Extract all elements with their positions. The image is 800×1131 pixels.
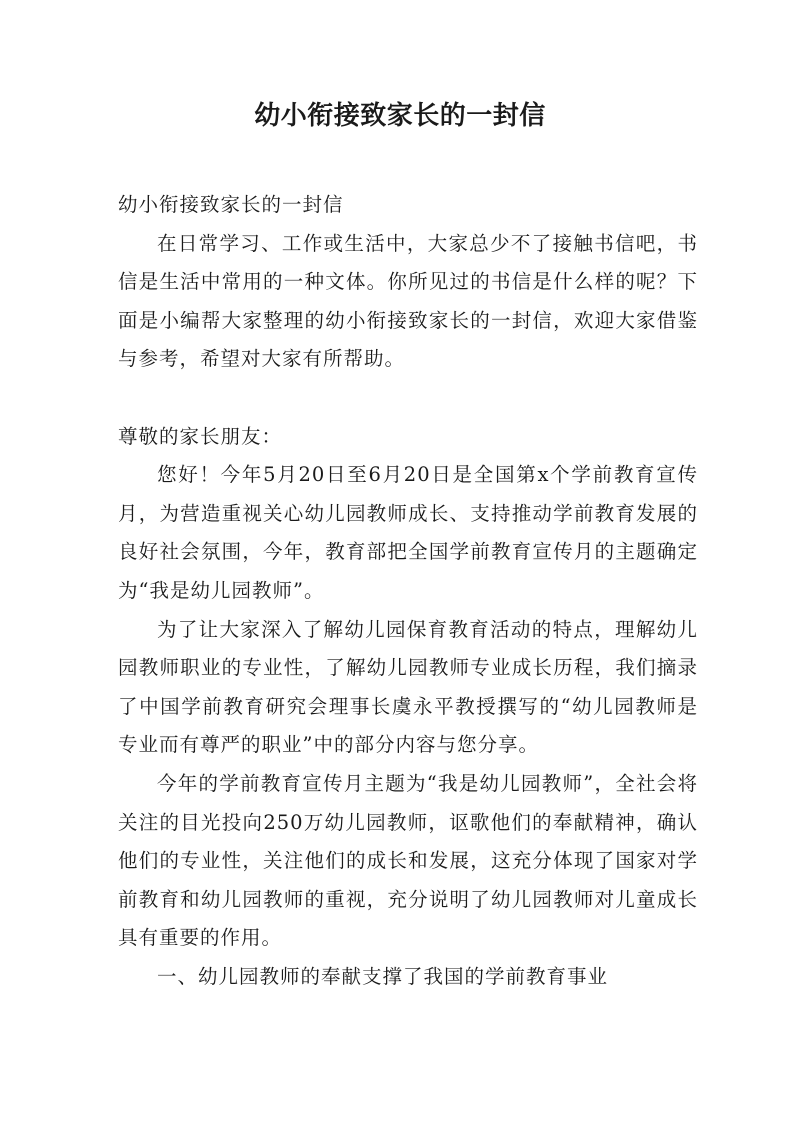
intro-paragraph: 在日常学习、工作或生活中，大家总少不了接触书信吧，书信是生活中常用的一种文体。你所见过的书信是什么样的呢？下面是小编帮大家整理的幼小衔接致家长的一封信，欢迎大家借鉴与参考，希望对大家有所帮助。 <box>118 231 698 371</box>
letter-salutation: 尊敬的家长朋友： <box>118 424 283 448</box>
body-paragraph: 为了让大家深入了解幼儿园保育教育活动的特点，理解幼儿园教师职业的专业性，了解幼儿园教师专业成长历程，我们摘录了中国学前教育研究会理事长虞永平教授撰写的“幼儿园教师是专业而有尊严的职业”中的部分内容与您分享。 <box>118 617 698 757</box>
section-heading: 一、幼儿园教师的奉献支撑了我国的学前教育事业 <box>157 964 609 988</box>
body-paragraph: 您好！今年5月20日至6月20日是全国第x个学前教育宣传月，为营造重视关心幼儿园教师成长、支持推动学前教育发展的良好社会氛围，今年，教育部把全国学前教育宣传月的主题确定为“我是幼儿园教师”。 <box>118 463 698 602</box>
document-body <box>118 186 698 996</box>
blank-line <box>118 379 698 418</box>
document-subtitle: 幼小衔接致家长的一封信 <box>118 193 344 216</box>
body-paragraph: 今年的学前教育宣传月主题为“我是幼儿园教师”，全社会将关注的目光投向250万幼儿园教师，讴歌他们的奉献精神，确认他们的专业性，关注他们的成长和发展，这充分体现了国家对学前教育和幼儿园教师的重视，充分说明了幼儿园教师对儿童成长具有重要的作用。 <box>118 771 698 950</box>
document-title: 幼小衔接致家长的一封信 <box>254 101 546 131</box>
